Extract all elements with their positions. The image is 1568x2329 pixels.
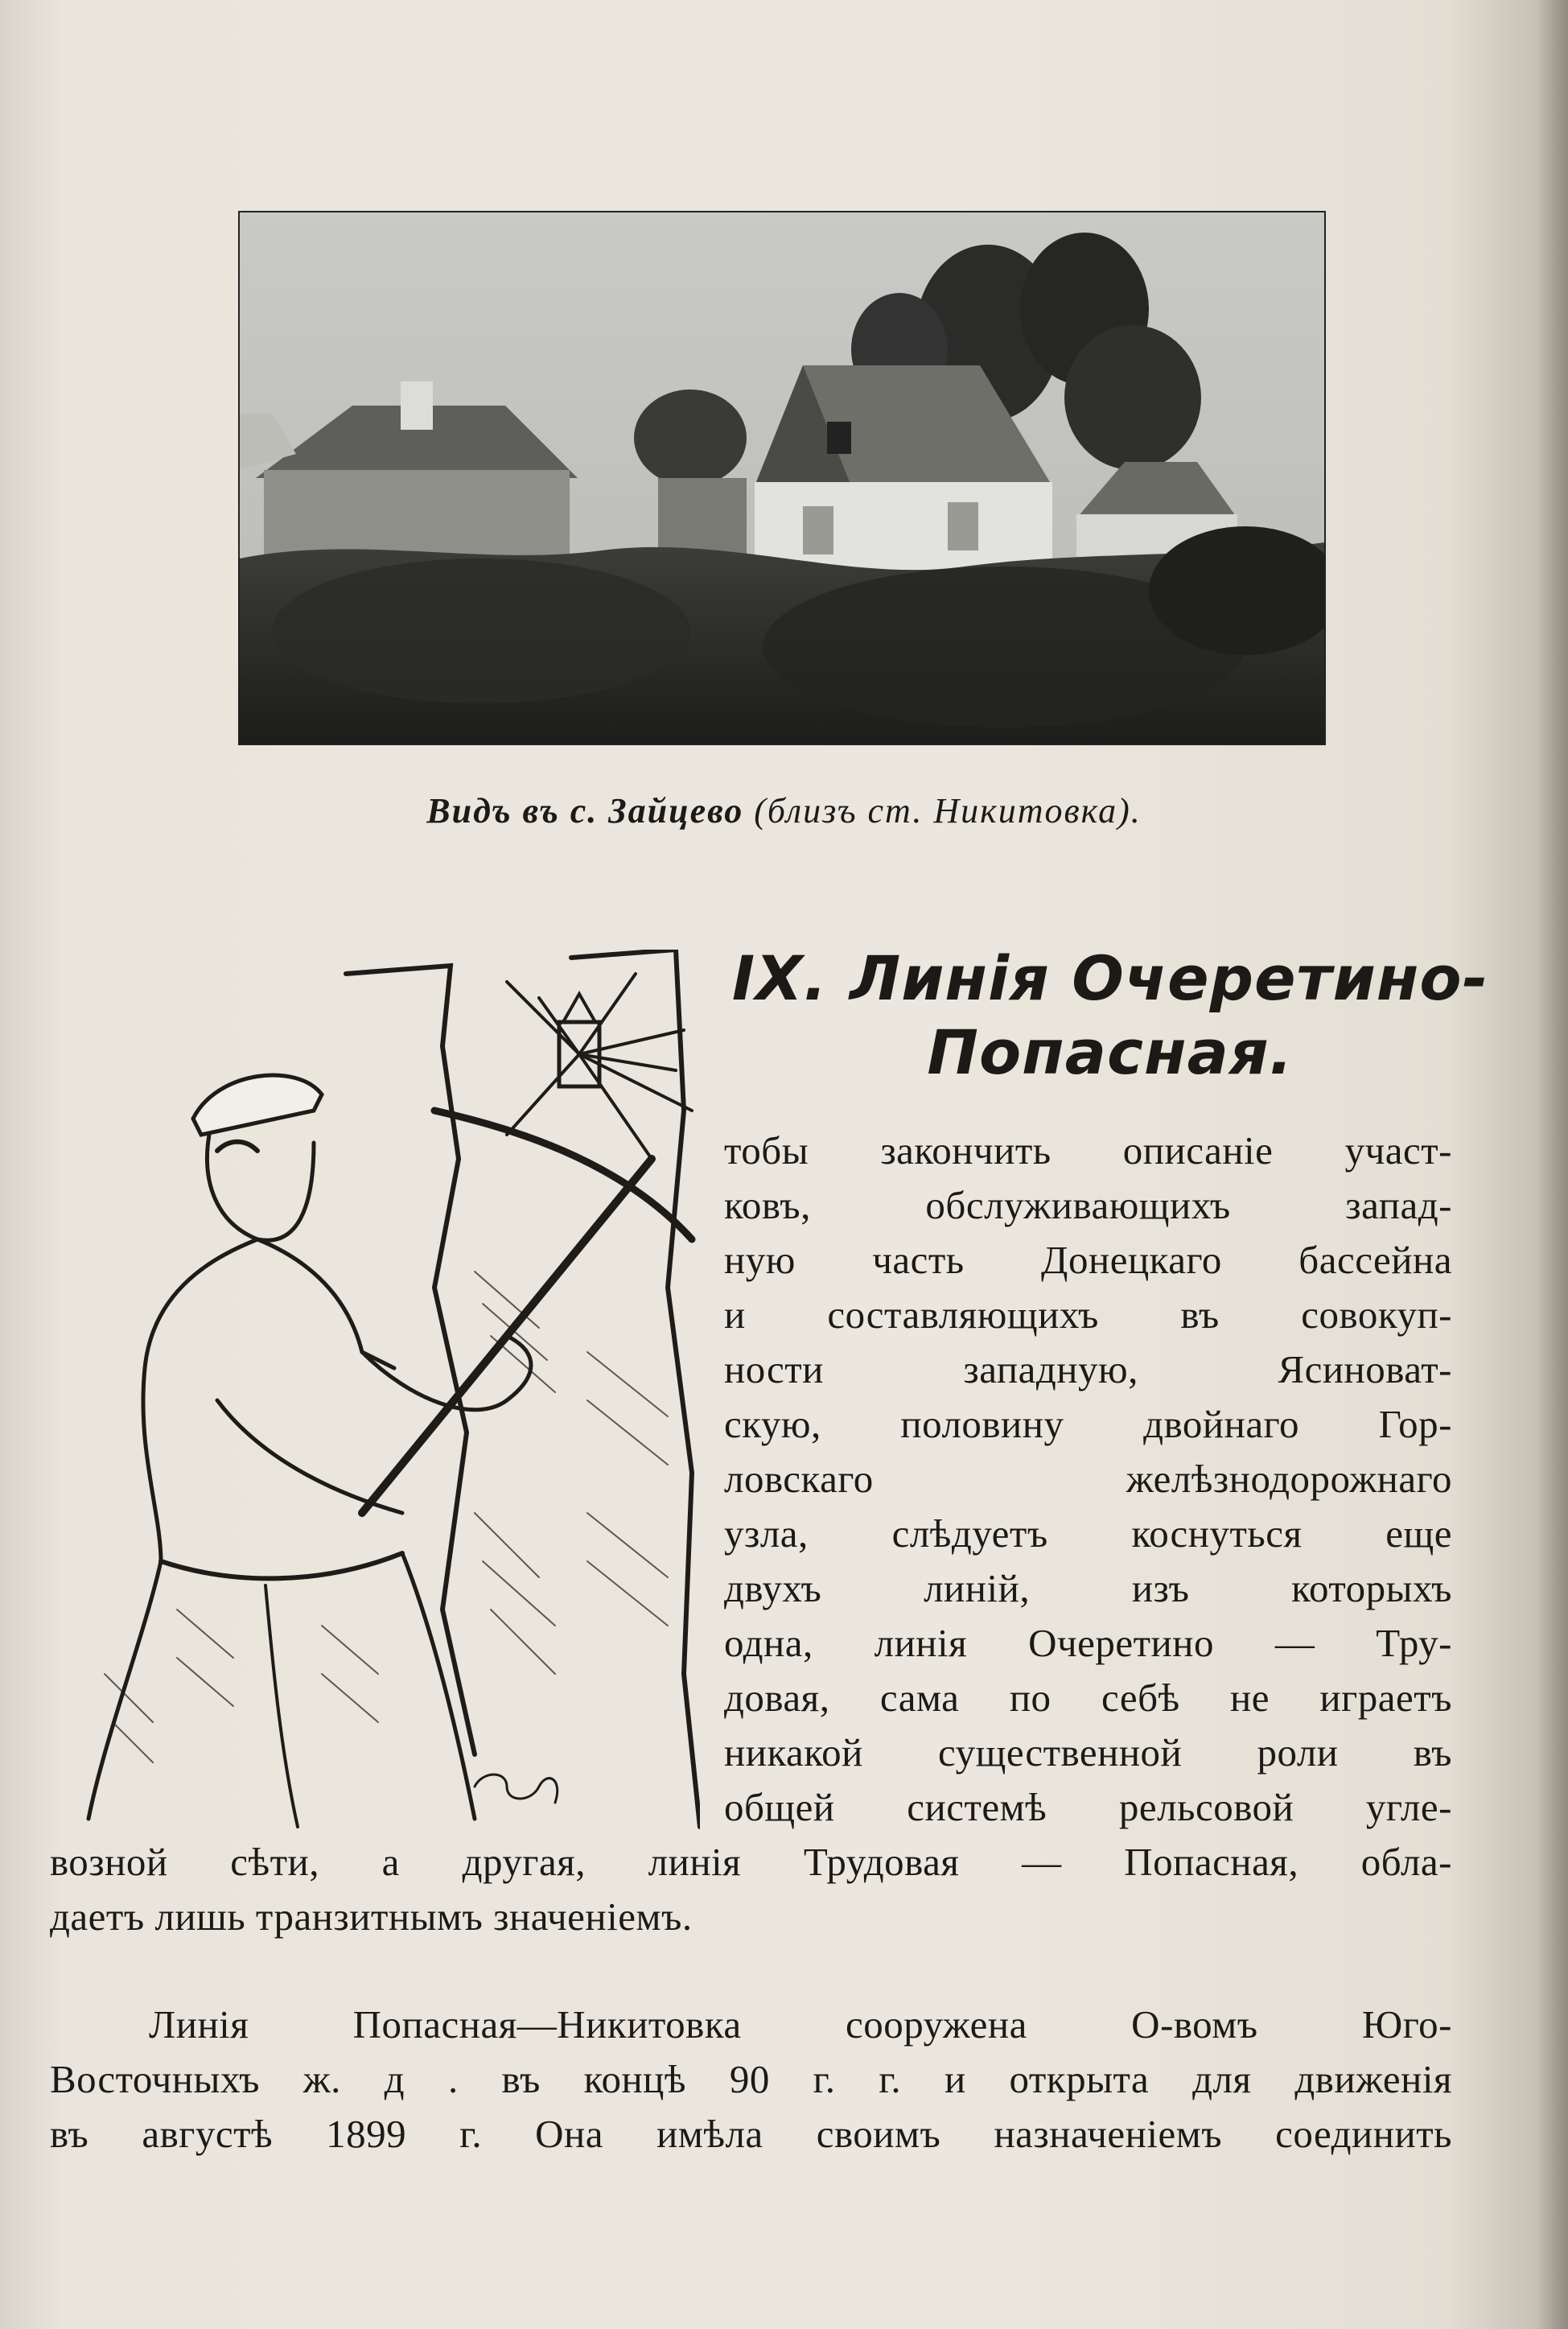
text-line: въ августѣ 1899 г. Она имѣла своимъ назначеніемъ соединить <box>50 2112 1452 2156</box>
text-line: довая, сама по себѣ не играетъ <box>724 1676 1452 1720</box>
text-line: возной сѣти, а другая, линія Трудовая — Попасная, обла- <box>50 1840 1452 1884</box>
text-line: даетъ лишь транзитнымъ значеніемъ. <box>50 1894 693 1939</box>
text-line: тобы закончить описаніе участ- <box>724 1128 1452 1173</box>
heading-line-1: IX. Линія Очеретино- <box>731 942 1489 1014</box>
caption-place: Видъ въ с. Зайцево <box>426 791 744 831</box>
text-line: общей системѣ рельсовой угле- <box>724 1785 1452 1829</box>
photo-caption <box>0 790 1568 831</box>
section-heading <box>708 942 1512 1090</box>
text-line: двухъ линій, изъ которыхъ <box>724 1566 1452 1610</box>
text-line: Линія Попасная—Никитовка сооружена О-вомъ Юго- <box>149 2002 1452 2047</box>
text-line: ковъ, обслуживающихъ запад- <box>724 1183 1452 1227</box>
village-photo <box>238 211 1326 745</box>
text-line: скую, половину двойнаго Гор- <box>724 1402 1452 1446</box>
text-line: узла, слѣдуетъ коснуться еще <box>724 1511 1452 1556</box>
text-line: одна, линія Очеретино — Тру- <box>724 1621 1452 1665</box>
text-line: ловскаго желѣзнодорожнаго <box>724 1457 1452 1501</box>
text-line: никакой существенной роли въ <box>724 1730 1452 1775</box>
text-line: ности западную, Ясиноват- <box>724 1347 1452 1391</box>
text-line: и составляющихъ въ совокуп- <box>724 1292 1452 1337</box>
heading-line-2: Попасная. <box>927 1016 1294 1088</box>
page-shadow-edge <box>1536 0 1568 2329</box>
miner-drawing <box>56 950 700 1835</box>
caption-location-note: (близъ ст. Никитовка). <box>754 791 1142 831</box>
miner-illustration <box>56 950 700 1835</box>
text-line: ную часть Донецкаго бассейна <box>724 1238 1452 1282</box>
text-line: Восточныхъ ж. д . въ концѣ 90 г. г. и открыта для движенія <box>50 2057 1452 2101</box>
village-photo-image <box>240 212 1324 744</box>
